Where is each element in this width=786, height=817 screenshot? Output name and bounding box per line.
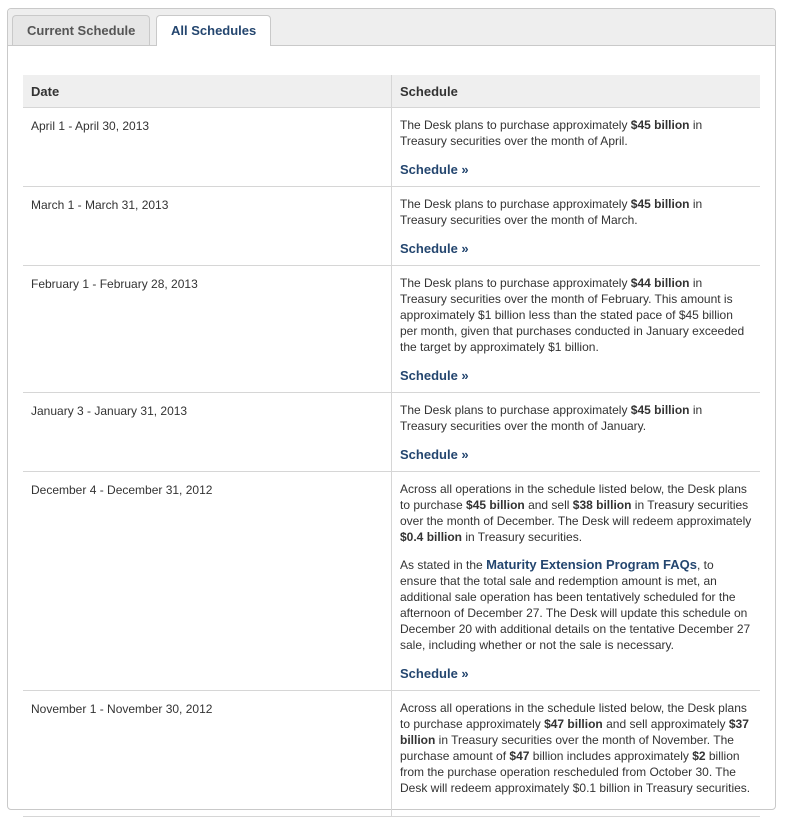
schedule-column-header: Schedule [392,75,761,108]
schedule-link[interactable]: Schedule » [400,162,469,177]
schedule-description: The Desk plans to purchase approximately $45 billion in Treasury securities over the month of January. [400,403,703,433]
row-schedule [392,691,761,817]
schedule-link[interactable]: Schedule » [400,447,469,462]
table-row [23,266,760,393]
schedule-link[interactable]: Schedule » [400,666,469,681]
maturity-extension-faqs-link[interactable]: Maturity Extension Program FAQs [486,557,697,572]
table-row [23,393,760,472]
row-date: December 4 - December 31, 2012 [23,472,392,691]
schedule-description: The Desk plans to purchase approximately $45 billion in Treasury securities over the month of March. [400,197,703,227]
schedule-description: The Desk plans to purchase approximately $44 billion in Treasury securities over the month of February. This amount is approximately $1 billion less than the stated pace of $45 billion per month, given that purchases conducted in January exceeded the target by approximately $1 billion. [400,276,745,354]
table-header-row [23,75,760,108]
row-schedule [392,187,761,266]
schedule-table [23,75,760,817]
row-date: February 1 - February 28, 2013 [23,266,392,393]
tab-current-schedule[interactable]: Current Schedule [12,15,150,45]
schedule-description: Across all operations in the schedule listed below, the Desk plans to purchase $45 billion and sell $38 billion in Treasury securities over the month of December. The Desk will redeem approximately $0.4 billion in Treasury securities. [400,482,752,544]
table-row [23,691,760,817]
row-date: April 1 - April 30, 2013 [23,108,392,187]
row-schedule [392,108,761,187]
row-date: November 1 - November 30, 2012 [23,691,392,817]
row-schedule [392,472,761,691]
schedule-link[interactable]: Schedule » [400,368,469,383]
schedule-link[interactable]: Schedule » [400,241,469,256]
table-row [23,187,760,266]
schedule-description: The Desk plans to purchase approximately $45 billion in Treasury securities over the month of April. [400,118,703,148]
table-row [23,472,760,691]
table-row [23,108,760,187]
tab-bar [8,9,775,46]
row-schedule [392,393,761,472]
schedule-note: As stated in the Maturity Extension Program FAQs, to ensure that the total sale and redemption amount is met, an additional sale operation has been tentatively scheduled for the afternoon of December 27. The Desk will update this schedule on December 20 with additional details on the tentative December 27 sale, including whether or not the sale is necessary. [400,557,751,652]
row-schedule [392,266,761,393]
row-date: March 1 - March 31, 2013 [23,187,392,266]
date-column-header: Date [23,75,392,108]
schedule-description: Across all operations in the schedule listed below, the Desk plans to purchase approximately $47 billion and sell approximately $37 billion in Treasury securities over the month of November. The purchase amount of $47 billion includes approximately $2 billion from the purchase operation rescheduled from October 30. The Desk will redeem approximately $0.1 billion in Treasury securities. [400,701,751,795]
row-date: January 3 - January 31, 2013 [23,393,392,472]
tab-all-schedules[interactable]: All Schedules [156,15,271,46]
